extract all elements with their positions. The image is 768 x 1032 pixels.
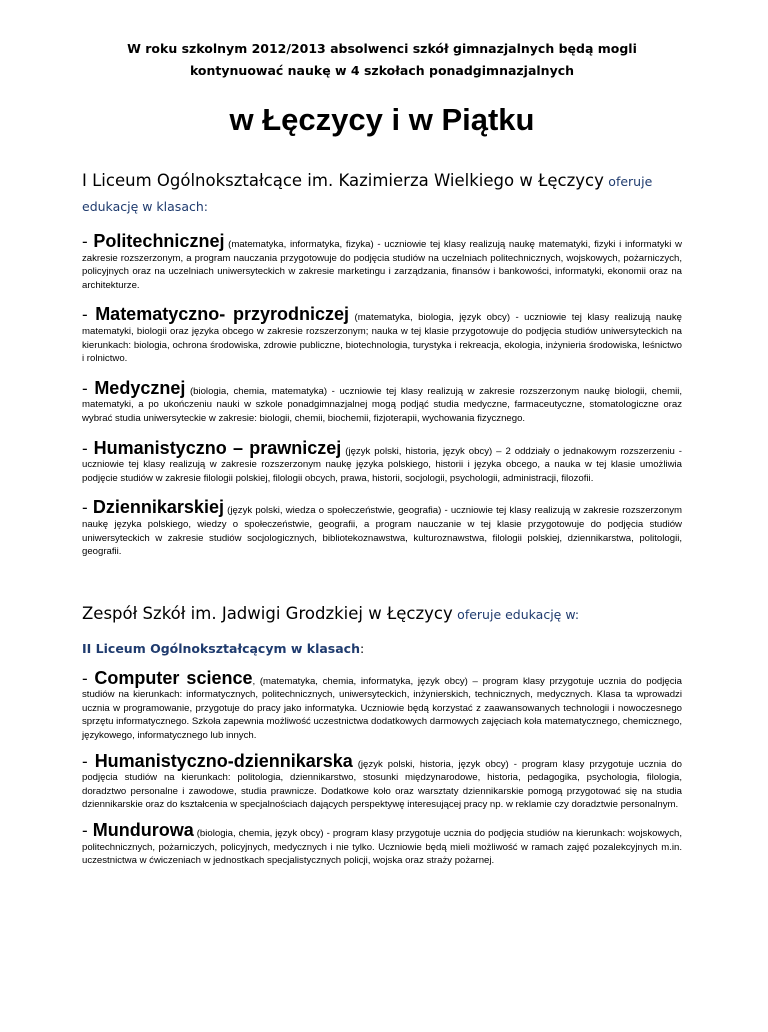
profile-subjects: , (matematyka, chemia, informatyka, język obcy) xyxy=(252,675,468,687)
profile-description: – program klasy przygotuje ucznia do podjęcia studiów na kierunkach: informatycznych, politechnicznych, uniwersyteckich, inżynierskich, technicznych, medycznych. Klasa ta wprowadzi ucznia w programowanie, przygotuje do pracy jako informatyka. Uczniowie będą korzystać z zaawansowanych technologii i nowoczesnego sprzętu informatycznego. Szkoła zapewnia możliwość uczestnictwa dodatkowych darmowych zajęciach koła matematycznego, chemicznego, językowego, informatycznego lub innych. xyxy=(82,675,682,742)
intro-line-1: W roku szkolnym 2012/2013 absolwenci szkół gimnazjalnych będą mogli xyxy=(127,41,637,56)
profile-name: Dziennikarskiej xyxy=(92,497,224,518)
profile-name: Humanistyczno – prawniczej xyxy=(93,437,342,458)
school-2-offer: oferuje edukację w: xyxy=(457,606,580,622)
profile-dash: - xyxy=(82,305,96,325)
profile-subjects: (język polski, historia, język obcy) xyxy=(345,445,493,457)
profile-description: - uczniowie tej klasy realizują naukę matematyki, biologii oraz języka obcego w zakresie rozszerzonym; nauka w tej klasie przygotowuje do podjęcia studiów uniwersyteckich na kierunkach: biologia, ochrona środowiska, zdrowie publiczne, biotechnologia, turystyka i rekreacja, ekologia, inżynieria środowiska, leśnictwo i rolnictwo. xyxy=(82,312,682,365)
profile-dash: - xyxy=(82,668,95,688)
profile-name: Computer science xyxy=(94,667,253,688)
profile-dash: - xyxy=(82,438,94,458)
profile-description: – 2 oddziały o jednakowym rozszerzeniu - uczniowie tej klasy realizują w zakresie rozszerzonym naukę języka polskiego, historii i języka obcego, a nauka w tej klasie umożliwia podjęcie studiów w zakresie filologii polskiej, filologii obcych, prawa, historii, socjologii, psychologii, administracji, filozofii. xyxy=(82,445,682,484)
profile-matematyczno-przyrodnicza xyxy=(82,304,682,365)
profile-description: - uczniowie tej klasy realizują w zakresie rozszerzonym naukę języka polskiego, wiedzy o społeczeństwie, geografii, a program nauczanie w tej klasie przygotowuje do podjęcia studiów uniwersyteckich w zakresie studiów socjologicznych, bibliotekoznawstwa, kulturoznawstwa, filologii polskiej, dziennikarstwa, politologii, geografii. xyxy=(82,505,683,558)
profile-humanistyczno-dziennikarska xyxy=(82,750,683,812)
page-title: w Łęczycy i w Piątku xyxy=(229,102,535,137)
subheading-colon: : xyxy=(359,640,365,656)
profile-subjects: (matematyka, informatyka, fizyka) xyxy=(228,239,374,250)
profile-description: - program klasy przygotuje ucznia do podjęcia studiów na kierunkach: wojskowych, politechnicznych, pożarniczych, policyjnych, medycznych i nie tylko. Uczniowie będą mieli możliwość w ramach zajęć pozalekcyjnych m.in. uczestnictwa w ćwiczeniach w jednostkach specjalistycznych policji, wojska oraz straży pożarnej. xyxy=(82,828,682,867)
school-2-name: Zespół Szkół im. Jadwigi Grodzkiej w Łęczycy xyxy=(82,603,453,623)
profile-subjects: (matematyka, biologia, język obcy) xyxy=(354,312,511,324)
intro-line-2: kontynuować naukę w 4 szkołach ponadgimnazjalnych xyxy=(189,63,575,78)
profile-humanistyczno-prawnicza xyxy=(82,437,682,486)
profile-subjects: (język polski, wiedza o społeczeństwie, geografia) xyxy=(227,505,442,517)
school-1-name: I Liceum Ogólnokształcące im. Kazimierza Wielkiego w Łęczycy xyxy=(82,171,604,190)
profile-name: Politechnicznej xyxy=(93,231,225,251)
profile-subjects: (biologia, chemia, matematyka) xyxy=(189,385,328,397)
profile-dash: - xyxy=(82,378,95,398)
profile-name: Medycznej xyxy=(94,377,186,398)
profile-mundurowa xyxy=(82,820,682,868)
profile-description: - uczniowie tej klasy realizują naukę matematyki, fizyki i informatyki w zakresie rozszerzonym, a program nauczania przygotowuje do podjęcia studiów na uczelniach politechnicznych, wojskowych, pożarniczych, policyjnych oraz na uczelniach uniwersyteckich w zakresie marketingu i zarządzania, finansów i bankowości, informatyki, ekonomii oraz na architekturze. xyxy=(82,239,682,291)
profile-name: Humanistyczno-dziennikarska xyxy=(94,750,353,771)
profile-dziennikarska xyxy=(82,497,683,558)
profile-dash: - xyxy=(82,498,93,518)
school-2-heading xyxy=(82,601,682,627)
school-1-offer: oferuje edukację w klasach: xyxy=(82,174,653,214)
school-1-heading xyxy=(82,168,682,219)
profile-description: - uczniowie tej klasy realizują w zakresie rozszerzonym naukę biologii, chemii, matematyki, a po ukończeniu nauki w szkole ponadgimnazjalnej mogą podjąć studia medyczne, farmaceutyczne, stomatologiczne oraz wybrać studia uniwersyteckie w zakresie: biologii, chemii, biochemii, fizjoterapii, wychowania fizycznego. xyxy=(82,385,683,424)
subheading-text: II Liceum Ogólnokształcącym w klasach xyxy=(82,640,360,656)
profile-politechniczna xyxy=(82,231,682,292)
document-page xyxy=(0,38,768,1032)
intro-text xyxy=(82,38,682,82)
school-2-subheading xyxy=(82,641,682,656)
profile-dash: - xyxy=(82,232,94,251)
profile-dash: - xyxy=(82,751,95,771)
profile-description: - program klasy przygotuje ucznia do podjęcia studiów na kierunkach: politologia, dziennikarstwo, stosunki międzynarodowe, historia, pedagogika, psychologia, filologia, doradztwo personalne i zawodowe, studia prawnicze. Dodatkowe koło oraz warsztaty dziennikarskie pomogą przygotować się na studia dziennikarskie oraz do kształcenia w specjalnościach dających perspektywę interesującej pracy np. w reklamie czy doradztwie personalnym. xyxy=(82,758,683,811)
profile-computer-science xyxy=(82,667,682,743)
profile-name: Mundurowa xyxy=(92,820,194,841)
profile-medyczna xyxy=(82,377,683,426)
profile-name: Matematyczno- przyrodniczej xyxy=(95,304,350,325)
profile-subjects: (język polski, historia, język obcy) xyxy=(352,758,509,770)
profile-subjects: (biologia, chemia, język obcy) xyxy=(193,828,324,840)
profile-dash: - xyxy=(82,821,93,841)
